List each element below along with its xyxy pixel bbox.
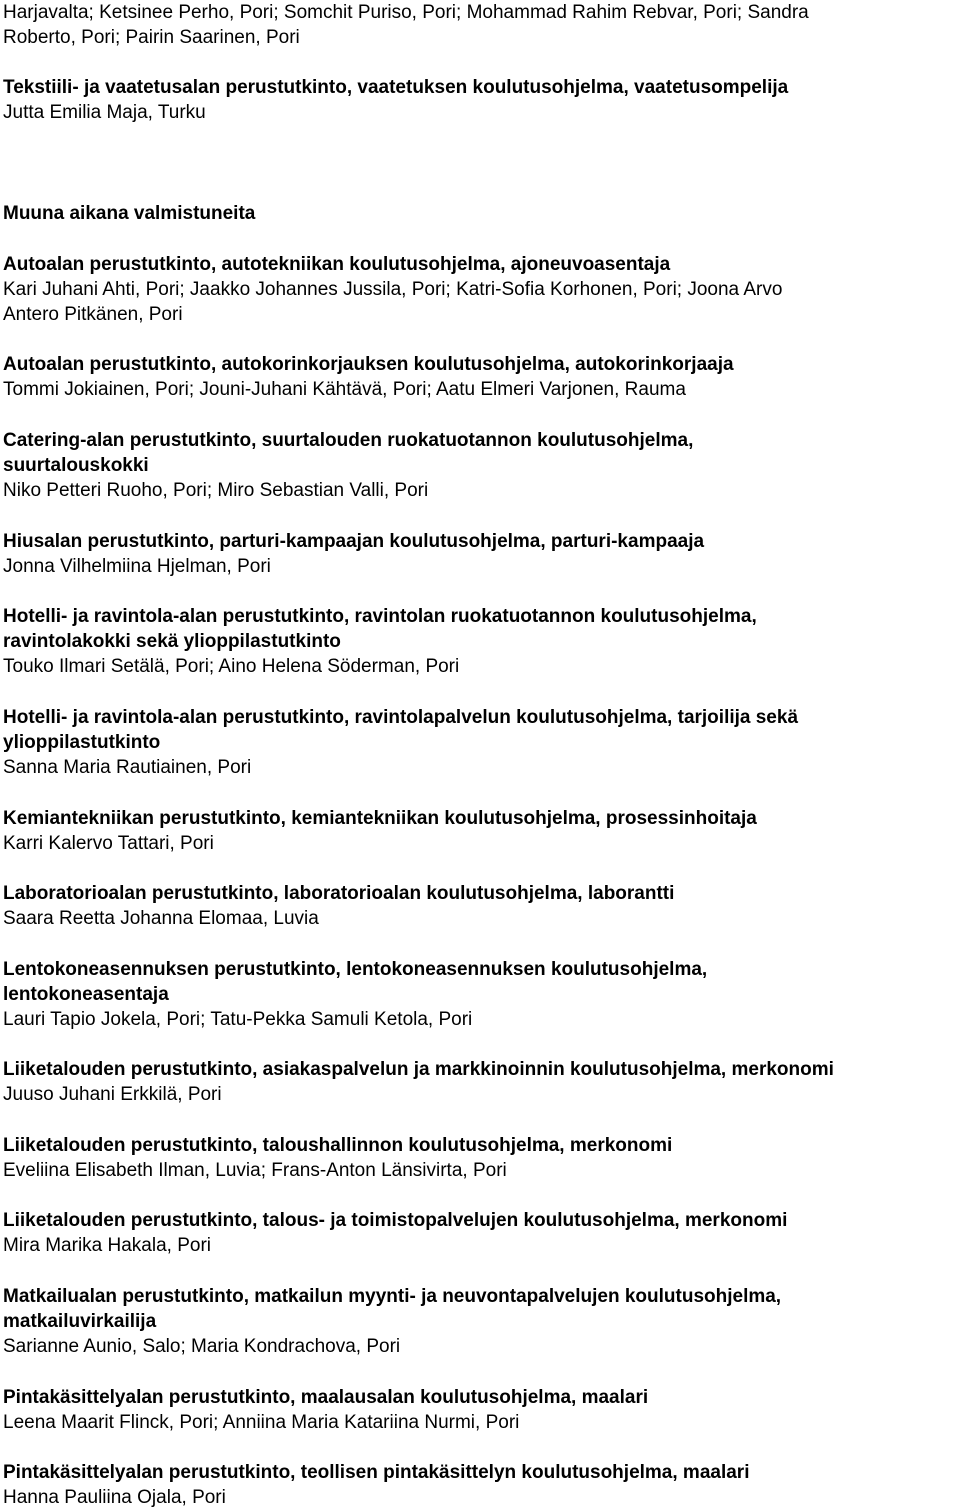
section-heading: Matkailualan perustutkinto, matkailun myynti- ja neuvontapalvelujen koulutusohjelma, (3, 1286, 782, 1307)
section-heading: Liiketalouden perustutkinto, talous- ja toimistopalvelujen koulutusohjelma, merkonomi (3, 1210, 788, 1231)
section-heading: Autoalan perustutkinto, autokorinkorjauksen koulutusohjelma, autokorinkorjaaja (3, 354, 734, 375)
text-line: Saara Reetta Johanna Elomaa, Luvia (3, 908, 319, 929)
section-heading: Liiketalouden perustutkinto, asiakaspalvelun ja markkinoinnin koulutusohjelma, merkonomi (3, 1059, 834, 1080)
text-line: Hanna Pauliina Ojala, Pori (3, 1487, 226, 1508)
text-line: Antero Pitkänen, Pori (3, 304, 183, 325)
text-line: Jutta Emilia Maja, Turku (3, 102, 206, 123)
section-heading: Hotelli- ja ravintola-alan perustutkinto, ravintolapalvelun koulutusohjelma, tarjoilija sekä (3, 707, 799, 728)
section-heading: matkailuvirkailija (3, 1311, 157, 1332)
section-heading: Laboratorioalan perustutkinto, laboratorioalan koulutusohjelma, laborantti (3, 883, 675, 904)
section-heading: Liiketalouden perustutkinto, taloushallinnon koulutusohjelma, merkonomi (3, 1135, 673, 1156)
text-line: Touko Ilmari Setälä, Pori; Aino Helena Söderman, Pori (3, 656, 460, 677)
text-line: Sanna Maria Rautiainen, Pori (3, 757, 252, 778)
text-line: Lauri Tapio Jokela, Pori; Tatu-Pekka Samuli Ketola, Pori (3, 1009, 473, 1030)
section-heading: Tekstiili- ja vaatetusalan perustutkinto, vaatetuksen koulutusohjelma, vaatetusompelija (3, 77, 789, 98)
text-line: Eveliina Elisabeth Ilman, Luvia; Frans-Anton Länsivirta, Pori (3, 1160, 507, 1181)
section-heading: Autoalan perustutkinto, autotekniikan koulutusohjelma, ajoneuvoasentaja (3, 254, 671, 275)
text-line: Tommi Jokiainen, Pori; Jouni-Juhani Kähtävä, Pori; Aatu Elmeri Varjonen, Rauma (3, 379, 686, 400)
section-heading: Hiusalan perustutkinto, parturi-kampaajan koulutusohjelma, parturi-kampaaja (3, 531, 705, 552)
section-heading: suurtalouskokki (3, 455, 149, 476)
text-line: Juuso Juhani Erkkilä, Pori (3, 1084, 222, 1105)
text-line: Jonna Vilhelmiina Hjelman, Pori (3, 556, 271, 577)
text-line: Leena Maarit Flinck, Pori; Anniina Maria Katariina Nurmi, Pori (3, 1412, 520, 1433)
section-heading: lentokoneasentaja (3, 984, 169, 1005)
section-heading: Kemiantekniikan perustutkinto, kemiantekniikan koulutusohjelma, prosessinhoitaja (3, 808, 757, 829)
text-line: Harjavalta; Ketsinee Perho, Pori; Somchit Puriso, Pori; Mohammad Rahim Rebvar, Pori; Sandra (3, 2, 809, 23)
text-line: Mira Marika Hakala, Pori (3, 1235, 211, 1256)
section-heading: ylioppilastutkinto (3, 732, 161, 753)
text-line: Kari Juhani Ahti, Pori; Jaakko Johannes Jussila, Pori; Katri-Sofia Korhonen, Pori; Joona Arvo (3, 279, 783, 300)
section-heading: Pintakäsittelyalan perustutkinto, teollisen pintakäsittelyn koulutusohjelma, maalari (3, 1462, 750, 1483)
section-heading: ravintolakokki sekä ylioppilastutkinto (3, 631, 341, 652)
text-line: Karri Kalervo Tattari, Pori (3, 833, 214, 854)
section-heading: Catering-alan perustutkinto, suurtalouden ruokatuotannon koulutusohjelma, (3, 430, 694, 451)
text-line: Niko Petteri Ruoho, Pori; Miro Sebastian Valli, Pori (3, 480, 429, 501)
section-heading: Lentokoneasennuksen perustutkinto, lentokoneasennuksen koulutusohjelma, (3, 959, 708, 980)
text-line: Roberto, Pori; Pairin Saarinen, Pori (3, 27, 300, 48)
section-heading: Hotelli- ja ravintola-alan perustutkinto, ravintolan ruokatuotannon koulutusohjelma, (3, 606, 757, 627)
section-title: Muuna aikana valmistuneita (3, 203, 256, 224)
section-heading: Pintakäsittelyalan perustutkinto, maalausalan koulutusohjelma, maalari (3, 1387, 649, 1408)
text-line: Sarianne Aunio, Salo; Maria Kondrachova, Pori (3, 1336, 401, 1357)
